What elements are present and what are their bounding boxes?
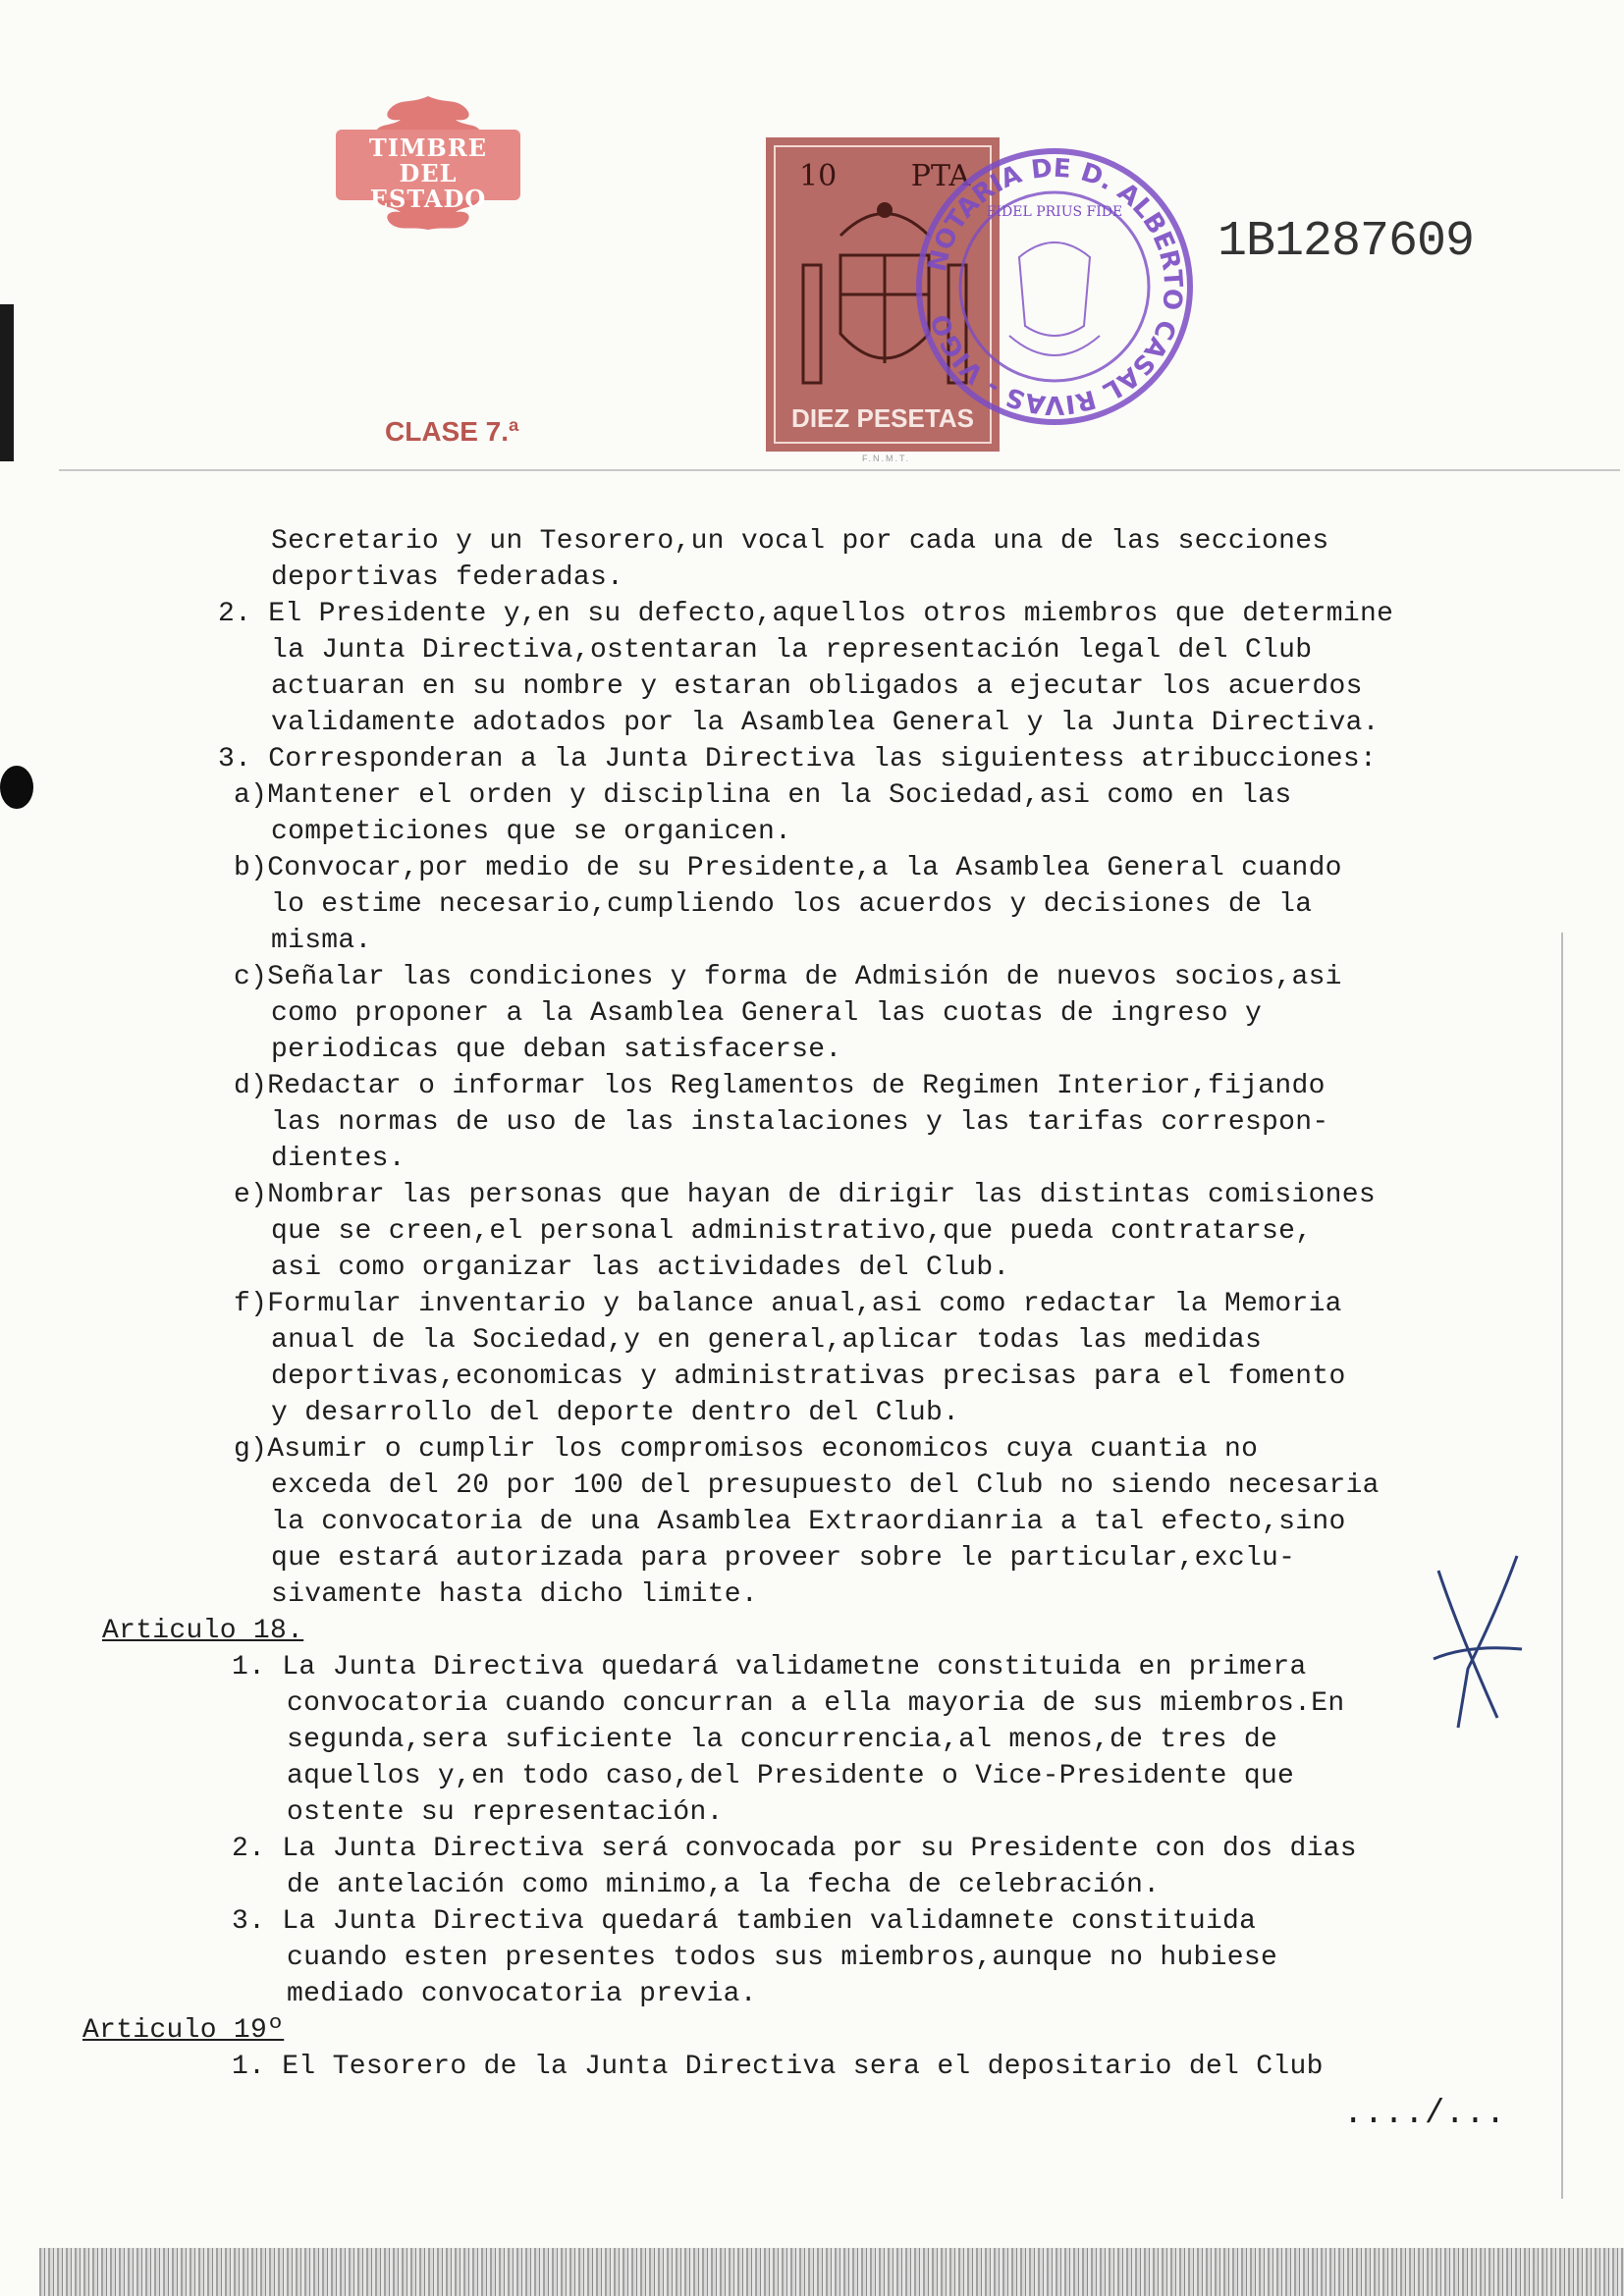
text-line: y desarrollo del deporte dentro del Club. xyxy=(271,1398,960,1428)
article-heading: Articulo 19º xyxy=(82,2015,285,2046)
notary-seal-icon xyxy=(911,139,1198,434)
text-line: 3. La Junta Directiva quedará tambien validamnete constituida xyxy=(232,1906,1257,1937)
text-line: las normas de uso de las instalaciones y las tarifas correspon- xyxy=(271,1107,1329,1138)
timbre-line-2: DEL ESTADO xyxy=(369,159,487,213)
text-line: como proponer a la Asamblea General las cuotas de ingreso y xyxy=(271,998,1263,1029)
text-line: la convocatoria de una Asamblea Extraordianria a tal efecto,sino xyxy=(271,1507,1346,1537)
text-line: anual de la Sociedad,y en general,aplicar todas las medidas xyxy=(271,1325,1263,1356)
text-line: g)Asumir o cumplir los compromisos economicos cuya cuantia no xyxy=(234,1434,1259,1465)
stamp-fnmt-mark: F.N.M.T. xyxy=(862,454,910,463)
scan-edge-mark xyxy=(0,304,14,461)
text-line: 2. El Presidente y,en su defecto,aquellos otros miembros que determine xyxy=(218,599,1394,629)
seal-ring-text: NOTARIA DE D. ALBERTO CASAL RIVAS - VIGO xyxy=(922,153,1188,420)
text-line: dientes. xyxy=(271,1144,406,1174)
text-line: c)Señalar las condiciones y forma de Admisión de nuevos socios,asi xyxy=(234,962,1342,992)
separator-line xyxy=(59,469,1620,471)
text-line: deportivas federadas. xyxy=(271,562,624,593)
text-line: de antelación como minimo,a la fecha de celebración. xyxy=(287,1870,1161,1900)
text-line: deportivas,economicas y administrativas precisas para el fomento xyxy=(271,1362,1346,1392)
text-line: lo estime necesario,cumpliendo los acuerdos y decisiones de la xyxy=(271,889,1313,920)
stamp-value: 10 xyxy=(799,159,838,193)
text-line: periodicas que deban satisfacerse. xyxy=(271,1035,842,1065)
text-line: a)Mantener el orden y disciplina en la Sociedad,asi como en las xyxy=(234,780,1292,811)
text-line: que estará autorizada para proveer sobre le particular,exclu- xyxy=(271,1543,1296,1574)
handwritten-initials xyxy=(1429,1551,1527,1737)
text-line: Secretario y un Tesorero,un vocal por cada una de las secciones xyxy=(271,526,1329,557)
text-line: que se creen,el personal administrativo,que pueda contratarse, xyxy=(271,1216,1313,1247)
text-line: segunda,sera suficiente la concurrencia,al menos,de tres de xyxy=(287,1725,1278,1755)
timbre-del-estado-emblem xyxy=(332,94,524,232)
text-line: asi como organizar las actividades del Club. xyxy=(271,1253,1010,1283)
text-line: validamente adotados por la Asamblea General y la Junta Directiva. xyxy=(271,708,1380,738)
text-line: aquellos y,en todo caso,del Presidente o Vice-Presidente que xyxy=(287,1761,1295,1791)
clase-label: CLASE 7.ª xyxy=(385,416,519,447)
stamp-denomination-text: DIEZ PESETAS xyxy=(791,403,974,433)
text-line: actuaran en su nombre y estaran obligados a ejecutar los acuerdos xyxy=(271,671,1363,702)
text-line: d)Redactar o informar los Reglamentos de Regimen Interior,fijando xyxy=(234,1071,1326,1101)
text-line: 2. La Junta Directiva será convocada por su Presidente con dos dias xyxy=(232,1834,1357,1864)
article-heading: Articulo 18. xyxy=(102,1616,304,1646)
stamp-unit: PTA xyxy=(910,159,970,193)
text-line: sivamente hasta dicho limite. xyxy=(271,1579,758,1610)
notary-seal xyxy=(911,139,1198,434)
text-line: f)Formular inventario y balance anual,asi como redactar la Memoria xyxy=(234,1289,1342,1319)
text-line: cuando esten presentes todos sus miembros,aunque no hubiese xyxy=(287,1943,1278,1973)
text-line: la Junta Directiva,ostentaran la representación legal del Club xyxy=(271,635,1313,666)
text-line: ostente su representación. xyxy=(287,1797,724,1828)
text-line: misma. xyxy=(271,926,372,956)
text-line: 3. Corresponderan a la Junta Directiva las siguientess atribucciones: xyxy=(218,744,1378,774)
text-line: exceda del 20 por 100 del presupuesto del Club no siendo necesaria xyxy=(271,1470,1380,1501)
text-line: 1. La Junta Directiva quedará validametne constituida en primera xyxy=(232,1652,1307,1682)
timbre-line-1: TIMBRE xyxy=(368,133,488,162)
seal-inner-text: FIDEL PRIUS FIDE xyxy=(986,204,1123,220)
punch-hole xyxy=(0,766,33,809)
serial-number: 1B1287609 xyxy=(1218,214,1475,270)
text-line: b)Convocar,por medio de su Presidente,a la Asamblea General cuando xyxy=(234,853,1342,883)
margin-line xyxy=(1561,933,1563,2199)
scan-bottom-edge xyxy=(39,2248,1624,2296)
text-line: 1. El Tesorero de la Junta Directiva sera el depositario del Club xyxy=(232,2052,1324,2082)
text-line: competiciones que se organicen. xyxy=(271,817,792,847)
page-continues-mark: ..../... xyxy=(1343,2096,1506,2133)
text-line: e)Nombrar las personas que hayan de dirigir las distintas comisiones xyxy=(234,1180,1376,1210)
text-line: convocatoria cuando concurran a ella mayoria de sus miembros.En xyxy=(287,1688,1345,1719)
text-line: mediado convocatoria previa. xyxy=(287,1979,757,2009)
